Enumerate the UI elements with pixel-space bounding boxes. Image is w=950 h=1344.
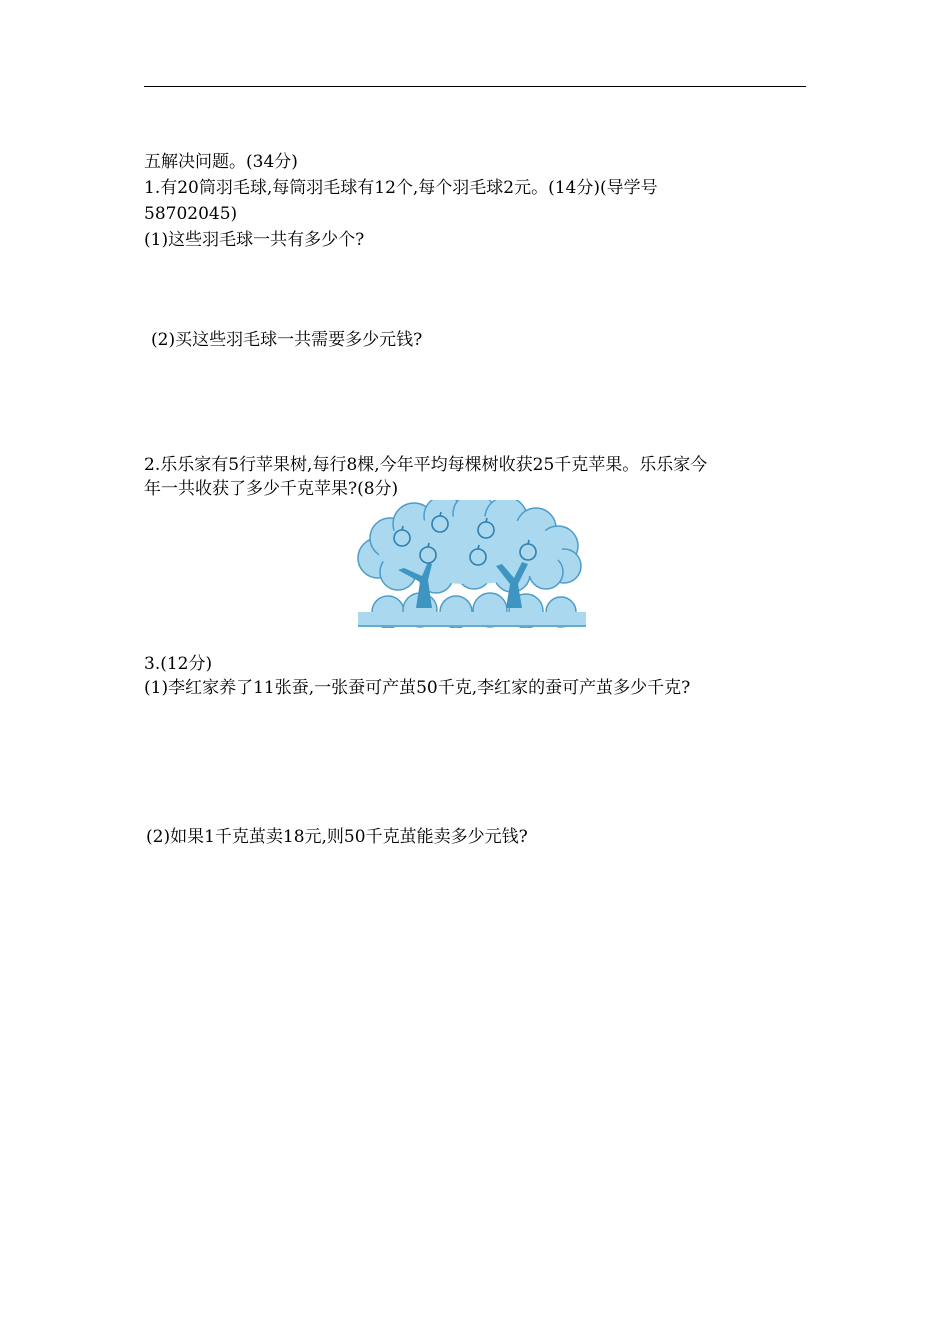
problem-3-part-2: (2)如果1千克茧卖18元,则50千克茧能卖多少元钱? [146, 827, 528, 847]
problem-2-text-line-2: 年一共收获了多少千克苹果?(8分) [144, 479, 399, 499]
apple-tree-illustration [356, 500, 588, 628]
problem-1-part-1: (1)这些羽毛球一共有多少个? [144, 230, 365, 250]
problem-2-text-line-1: 2.乐乐家有5行苹果树,每行8棵,今年平均每棵树收获25千克苹果。乐乐家今 [144, 455, 708, 475]
header-rule [144, 86, 806, 87]
section-title: 五解决问题。(34分) [144, 152, 298, 172]
problem-1-text-line-1: 1.有20筒羽毛球,每筒羽毛球有12个,每个羽毛球2元。(14分)(导学号 [144, 178, 658, 198]
problem-1-text-line-2: 58702045) [144, 204, 238, 224]
problem-1-part-2: (2)买这些羽毛球一共需要多少元钱? [151, 330, 423, 350]
problem-3-part-1: (1)李红家养了11张蚕,一张蚕可产茧50千克,李红家的蚕可产茧多少千克? [144, 678, 691, 698]
problem-3-text-line-1: 3.(12分) [144, 654, 213, 674]
